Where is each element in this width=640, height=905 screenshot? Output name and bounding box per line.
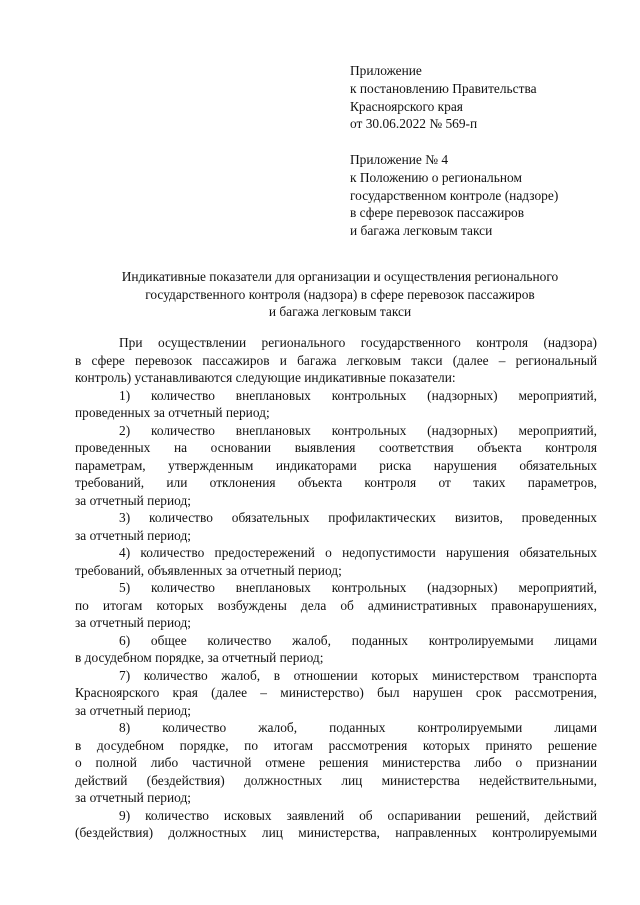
document-body: [75, 334, 597, 842]
body-line: за отчетный период;: [75, 615, 191, 630]
body-line: 6) общее количество жалоб, поданных контролируемыми лицами: [119, 632, 597, 648]
body-line: 3) количество обязательных профилактических визитов, проведенных: [119, 510, 597, 525]
body-line: в досудебном порядке, по итогам рассмотрения которых принято решение: [75, 737, 597, 753]
appendix-sub-header: [350, 151, 558, 240]
body-line: требований, или отклонения объекта контроля от таких параметров,: [75, 475, 597, 490]
appendix-header-line: к постановлению Правительства: [350, 80, 537, 96]
body-line: о полной либо частичной отмене решения министерства либо о признании: [75, 755, 597, 770]
title-line: Индикативные показатели для организации и осуществления регионального: [121, 269, 559, 284]
body-line: проведенных на основании выявления соответствия объекта контроля: [75, 440, 597, 455]
body-line: параметрам, утвержденным индикаторами риска нарушения обязательных: [75, 457, 597, 473]
body-line: Красноярского края (далее – министерство) был нарушен срок рассмотрения,: [75, 685, 597, 700]
title-line: и багажа легковым такси: [268, 304, 412, 320]
body-line: действий (бездействия) должностных лиц министерства недействительными,: [75, 772, 597, 788]
document-title: [40, 268, 640, 321]
body-line: по итогам которых возбуждены дела об административных правонарушениях,: [75, 597, 597, 613]
appendix-header-line: Красноярского края: [350, 98, 463, 114]
body-line: (бездействия) должностных лиц министерства, направленных контролируемыми: [75, 825, 597, 840]
body-line: в досудебном порядке, за отчетный период;: [75, 650, 324, 665]
body-line: 8) количество жалоб, поданных контролируемыми лицами: [119, 720, 597, 735]
body-line: 1) количество внеплановых контрольных (надзорных) мероприятий,: [119, 387, 597, 403]
body-line: 5) количество внеплановых контрольных (надзорных) мероприятий,: [119, 580, 597, 595]
appendix-header-line: Приложение: [350, 63, 422, 78]
body-line: 9) количество исковых заявлений об оспаривании решений, действий: [119, 807, 597, 823]
appendix-header-line: от 30.06.2022 № 569-п: [350, 116, 478, 132]
appendix-sub-line: к Положению о региональном: [350, 169, 522, 185]
appendix-header: [350, 62, 537, 133]
body-line: за отчетный период;: [75, 527, 191, 543]
appendix-sub-line: государственном контроле (надзоре): [350, 187, 559, 203]
title-line: государственного контроля (надзора) в сфере перевозок пассажиров: [145, 286, 535, 302]
body-line: 7) количество жалоб, в отношении которых министерством транспорта: [119, 667, 597, 683]
body-line: в сфере перевозок пассажиров и багажа легковым такси (далее – региональный: [75, 352, 597, 368]
body-line: требований, объявленных за отчетный период;: [75, 562, 342, 578]
body-line: 4) количество предостережений о недопустимости нарушения обязательных: [119, 545, 597, 560]
appendix-sub-line: и багажа легковым такси: [350, 223, 493, 239]
body-line: за отчетный период;: [75, 790, 191, 805]
body-line: контроль) устанавливаются следующие индикативные показатели:: [75, 370, 456, 385]
body-line: проведенных за отчетный период;: [75, 405, 270, 420]
body-line: При осуществлении регионального государственного контроля (надзора): [119, 335, 597, 350]
appendix-sub-line: Приложение № 4: [350, 152, 449, 167]
body-line: 2) количество внеплановых контрольных (надзорных) мероприятий,: [119, 422, 597, 438]
body-line: за отчетный период;: [75, 702, 191, 718]
body-line: за отчетный период;: [75, 492, 191, 508]
appendix-sub-line: в сфере перевозок пассажиров: [350, 205, 525, 221]
